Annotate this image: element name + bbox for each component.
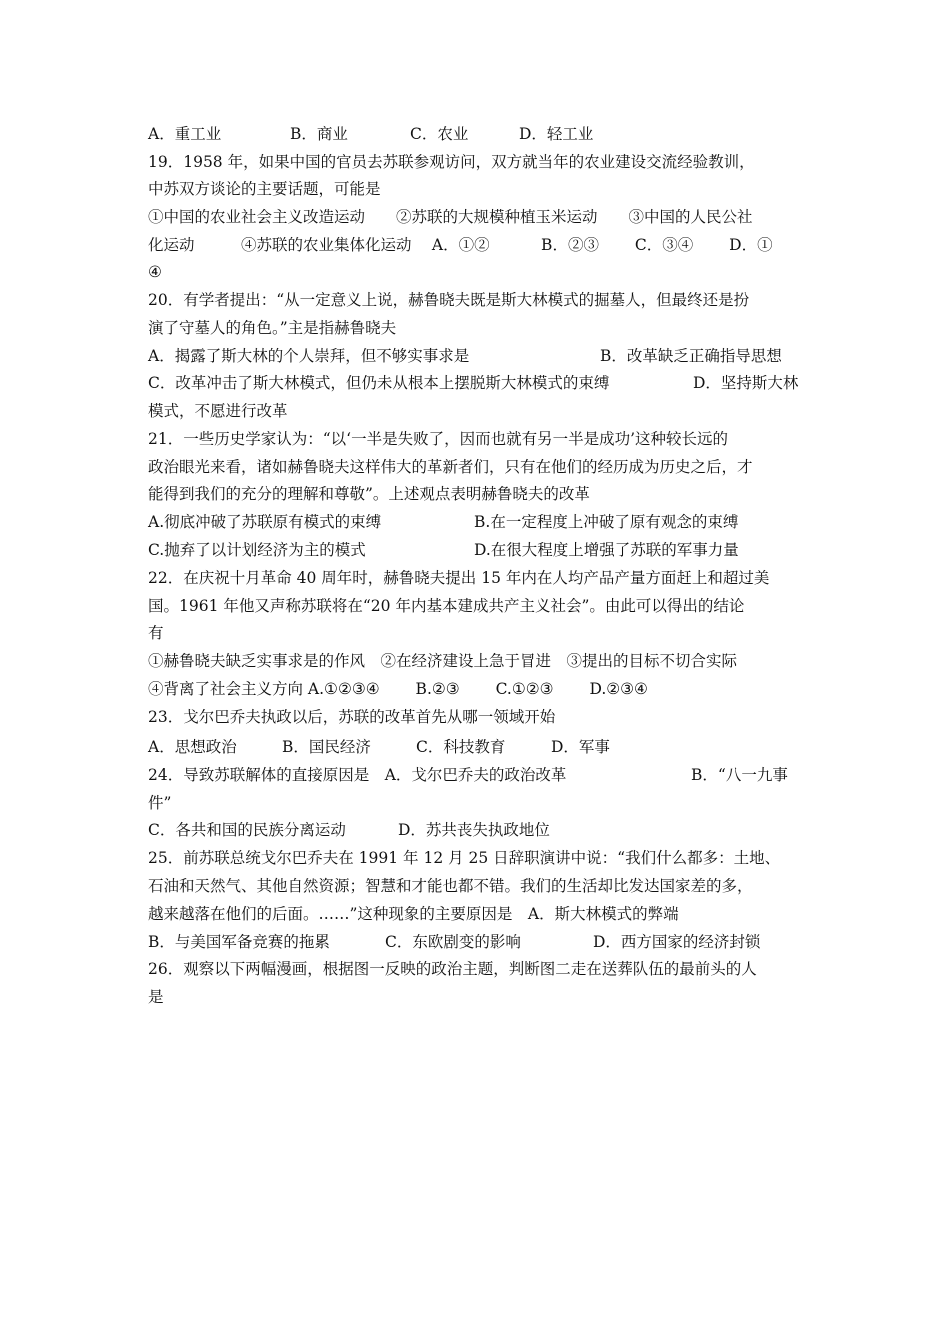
q25-stem-line3: 越来越落在他们的后面。……”这种现象的主要原因是 A．斯大林模式的弊端	[148, 905, 679, 923]
q24-option-b-cont: 件”	[148, 794, 172, 812]
q25-option-b: B．与美国军备竞赛的拖累	[148, 933, 330, 951]
q23-option-b: B．国民经济	[282, 738, 371, 756]
q22-stem-line2: 国。1961 年他又声称苏联将在“20 年内基本建成共产主义社会”。由此可以得出的结论	[148, 597, 745, 615]
q26-stem-line1: 26．观察以下两幅漫画，根据图一反映的政治主题，判断图二走在送葬队伍的最前头的人	[148, 960, 757, 978]
q19-choices-line1: ①中国的农业社会主义改造运动 ②苏联的大规模种植玉米运动 ③中国的人民公社	[148, 208, 753, 226]
q21-stem-line3: 能得到我们的充分的理解和尊敬”。上述观点表明赫鲁晓夫的改革	[148, 485, 590, 503]
q20-option-c: C．改革冲击了斯大林模式，但仍未从根本上摆脱斯大林模式的束缚	[148, 374, 610, 392]
q22-stem-line1: 22．在庆祝十月革命 40 周年时，赫鲁晓夫提出 15 年内在人均产品产量方面赶上和超过美	[148, 569, 770, 587]
q21-option-b: B.在一定程度上冲破了原有观念的束缚	[474, 513, 739, 531]
q20-option-d-cont: 模式，不愿进行改革	[148, 402, 288, 420]
q22-stem-line3: 有	[148, 624, 164, 642]
q23-option-c: C．科技教育	[416, 738, 506, 756]
q25-stem-line2: 石油和天然气、其他自然资源；智慧和才能也都不错。我们的生活却比发达国家差的多，	[148, 877, 753, 895]
q18-option-b: B．商业	[290, 125, 348, 143]
q18-option-d: D．轻工业	[519, 125, 594, 143]
q19-stem-line1: 19．1958 年，如果中国的官员去苏联参观访问，双方就当年的农业建设交流经验教训，	[148, 153, 755, 171]
q21-option-c: C.抛弃了以计划经济为主的模式	[148, 541, 366, 559]
q18-option-c: C．农业	[410, 125, 469, 143]
q19-choices-line3: ④	[148, 263, 162, 281]
q25-option-d: D．西方国家的经济封锁	[593, 933, 761, 951]
q24-option-c: C．各共和国的民族分离运动	[148, 821, 346, 839]
q19-stem-line2: 中苏双方谈论的主要话题，可能是	[148, 180, 381, 198]
q22-choices-line2: ④背离了社会主义方向 A.①②③④ B.②③ C.①②③ D.②③④	[148, 680, 648, 698]
q24-option-b: B．“八一九事	[691, 766, 788, 784]
q23-option-d: D．军事	[551, 738, 610, 756]
q23-stem: 23．戈尔巴乔夫执政以后，苏联的改革首先从哪一领域开始	[148, 708, 556, 726]
q21-stem-line1: 21．一些历史学家认为：“以‘一半是失败了，因而也就有另一半是成功’这种较长远的	[148, 430, 729, 448]
q21-option-d: D.在很大程度上增强了苏联的军事力量	[474, 541, 739, 559]
q26-stem-line2: 是	[148, 988, 164, 1006]
q24-option-d: D．苏共丧失执政地位	[398, 821, 550, 839]
q20-stem-line2: 演了守墓人的角色。”主是指赫鲁晓夫	[148, 319, 397, 337]
q21-stem-line2: 政治眼光来看，诸如赫鲁晓夫这样伟大的革新者们，只有在他们的经历成为历史之后，才	[148, 458, 753, 476]
q25-option-c: C．东欧剧变的影响	[385, 933, 521, 951]
q22-choices-line1: ①赫鲁晓夫缺乏实事求是的作风 ②在经济建设上急于冒进 ③提出的目标不切合实际	[148, 652, 738, 670]
q23-option-a: A．思想政治	[148, 738, 237, 756]
q18-option-a: A．重工业	[148, 125, 222, 143]
q25-stem-line1: 25．前苏联总统戈尔巴乔夫在 1991 年 12 月 25 日辞职演讲中说：“我们什么都多：土地、	[148, 849, 781, 867]
q20-option-a: A．揭露了斯大林的个人崇拜，但不够实事求是	[148, 347, 470, 365]
q20-option-b: B．改革缺乏正确指导思想	[600, 347, 782, 365]
q24-stem: 24．导致苏联解体的直接原因是 A．戈尔巴乔夫的政治改革	[148, 766, 567, 784]
q20-option-d: D．坚持斯大林	[693, 374, 799, 392]
q19-choices-line2: 化运动 ④苏联的农业集体化运动 A．①② B．②③ C．③④ D．①	[148, 236, 773, 254]
q21-option-a: A.彻底冲破了苏联原有模式的束缚	[148, 513, 382, 531]
q20-stem-line1: 20．有学者提出：“从一定意义上说，赫鲁晓夫既是斯大林模式的掘墓人，但最终还是扮	[148, 291, 750, 309]
